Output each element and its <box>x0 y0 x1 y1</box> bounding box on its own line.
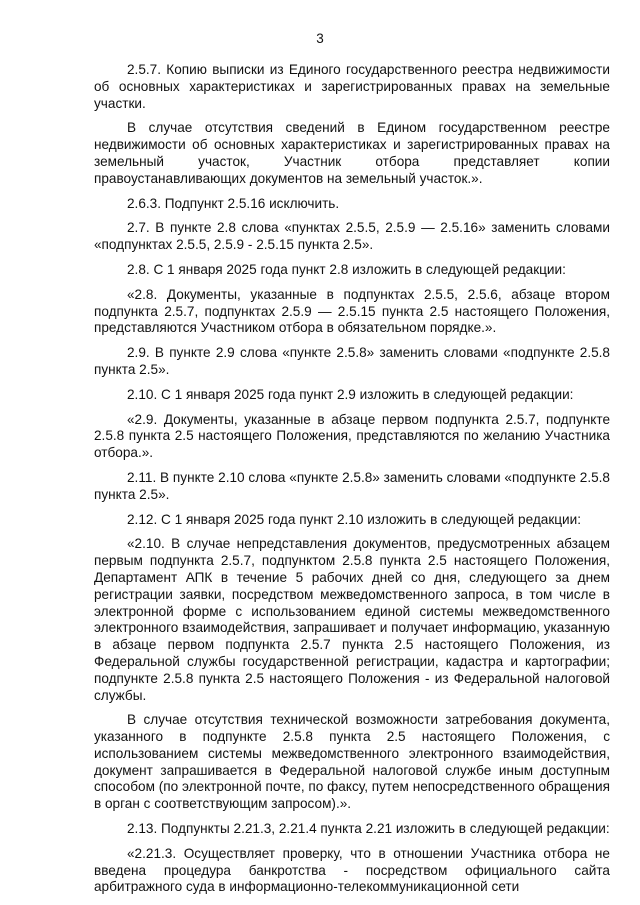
paragraph-2-11: 2.11. В пункте 2.10 слова «пункте 2.5.8» заменить словами «подпункте 2.5.8 пункта 2.5». <box>94 469 610 502</box>
paragraph-2-12: 2.12. С 1 января 2025 года пункт 2.10 изложить в следующей редакции: <box>127 511 582 527</box>
paragraph-2-13: 2.13. Подпункты 2.21.3, 2.21.4 пункта 2.21 изложить в следующей редакции: <box>127 821 610 837</box>
paragraph-absence-of-records: В случае отсутствия сведений в Едином государственном реестре недвижимости об основных характеристиках и зарегистрированных правах на земельный участок, Участник отбора представляет копии правоустанавливающих документов на земельный участок.». <box>94 120 610 186</box>
paragraph-2-5-7: 2.5.7. Копию выписки из Единого государственного реестра недвижимости об основных характеристиках и зарегистрированных правах на земельные участки. <box>94 62 610 111</box>
paragraph-quoted-2-21-3: «2.21.3. Осуществляет проверку, что в отношении Участника отбора не введена процедура банкротства - посредством официального сайта арбитражного суда в информационно-телекоммуникационной сети <box>94 845 610 895</box>
paragraph-quoted-2-10: «2.10. В случае непредставления документов, предусмотренных абзацем первым подпункта 2.5.7, подпунктом 2.5.8 пункта 2.5 настоящего Положения, Департамент АПК в течение 5 рабочих дней со дня, следующего за днем регистрации заявки, посредством межведомственного запроса, в том числе в электронной форме с использованием единой системы межведомственного электронного взаимодействия, запрашивает и получает информацию, указанную в абзаце первом подпункта 2.5.7 пункта 2.5 настоящего Положения, из Федеральной службы государственной регистрации, кадастра и картографии; подпункте 2.5.8 пункта 2.5 настоящего Положения - из Федеральной налоговой службы. <box>94 536 610 703</box>
paragraph-2-6-3: 2.6.3. Подпункт 2.5.16 исключить. <box>127 195 340 211</box>
paragraph-2-9: 2.9. В пункте 2.9 слова «пункте 2.5.8» заменить словами «подпункте 2.5.8 пункта 2.5». <box>94 345 610 377</box>
paragraph-quoted-2-9: «2.9. Документы, указанные в абзаце первом подпункта 2.5.7, подпункте 2.5.8 пункта 2.5 настоящего Положения, представляются по желанию Участника отбора.». <box>94 411 610 461</box>
document-body <box>94 62 610 902</box>
paragraph-2-10: 2.10. С 1 января 2025 года пункт 2.9 изложить в следующей редакции: <box>127 386 574 402</box>
page-number: 3 <box>316 31 324 46</box>
paragraph-quoted-2-8: «2.8. Документы, указанные в подпунктах 2.5.5, 2.5.6, абзаце втором подпункта 2.5.7, подпунктах 2.5.9 — 2.5.15 пункта 2.5 настоящего Положения, представляются Участником отбора в обязательном порядке.». <box>94 286 610 336</box>
paragraph-2-8: 2.8. С 1 января 2025 года пункт 2.8 изложить в следующей редакции: <box>127 261 566 277</box>
paragraph-2-7: 2.7. В пункте 2.8 слова «пунктах 2.5.5, 2.5.9 — 2.5.16» заменить словами «подпунктах 2.5.5, 2.5.9 - 2.5.15 пункта 2.5». <box>94 220 610 253</box>
paragraph-technical-absence: В случае отсутствия технической возможности затребования документа, указанного в подпункте 2.5.8 пункта 2.5 настоящего Положения, с использованием системы межведомственного электронного взаимодействия, документ запрашивается в Федеральной налоговой службе иным доступным способом (по электронной почте, по факсу, путем непосредственного обращения в орган с соответствующим запросом).». <box>94 712 610 812</box>
